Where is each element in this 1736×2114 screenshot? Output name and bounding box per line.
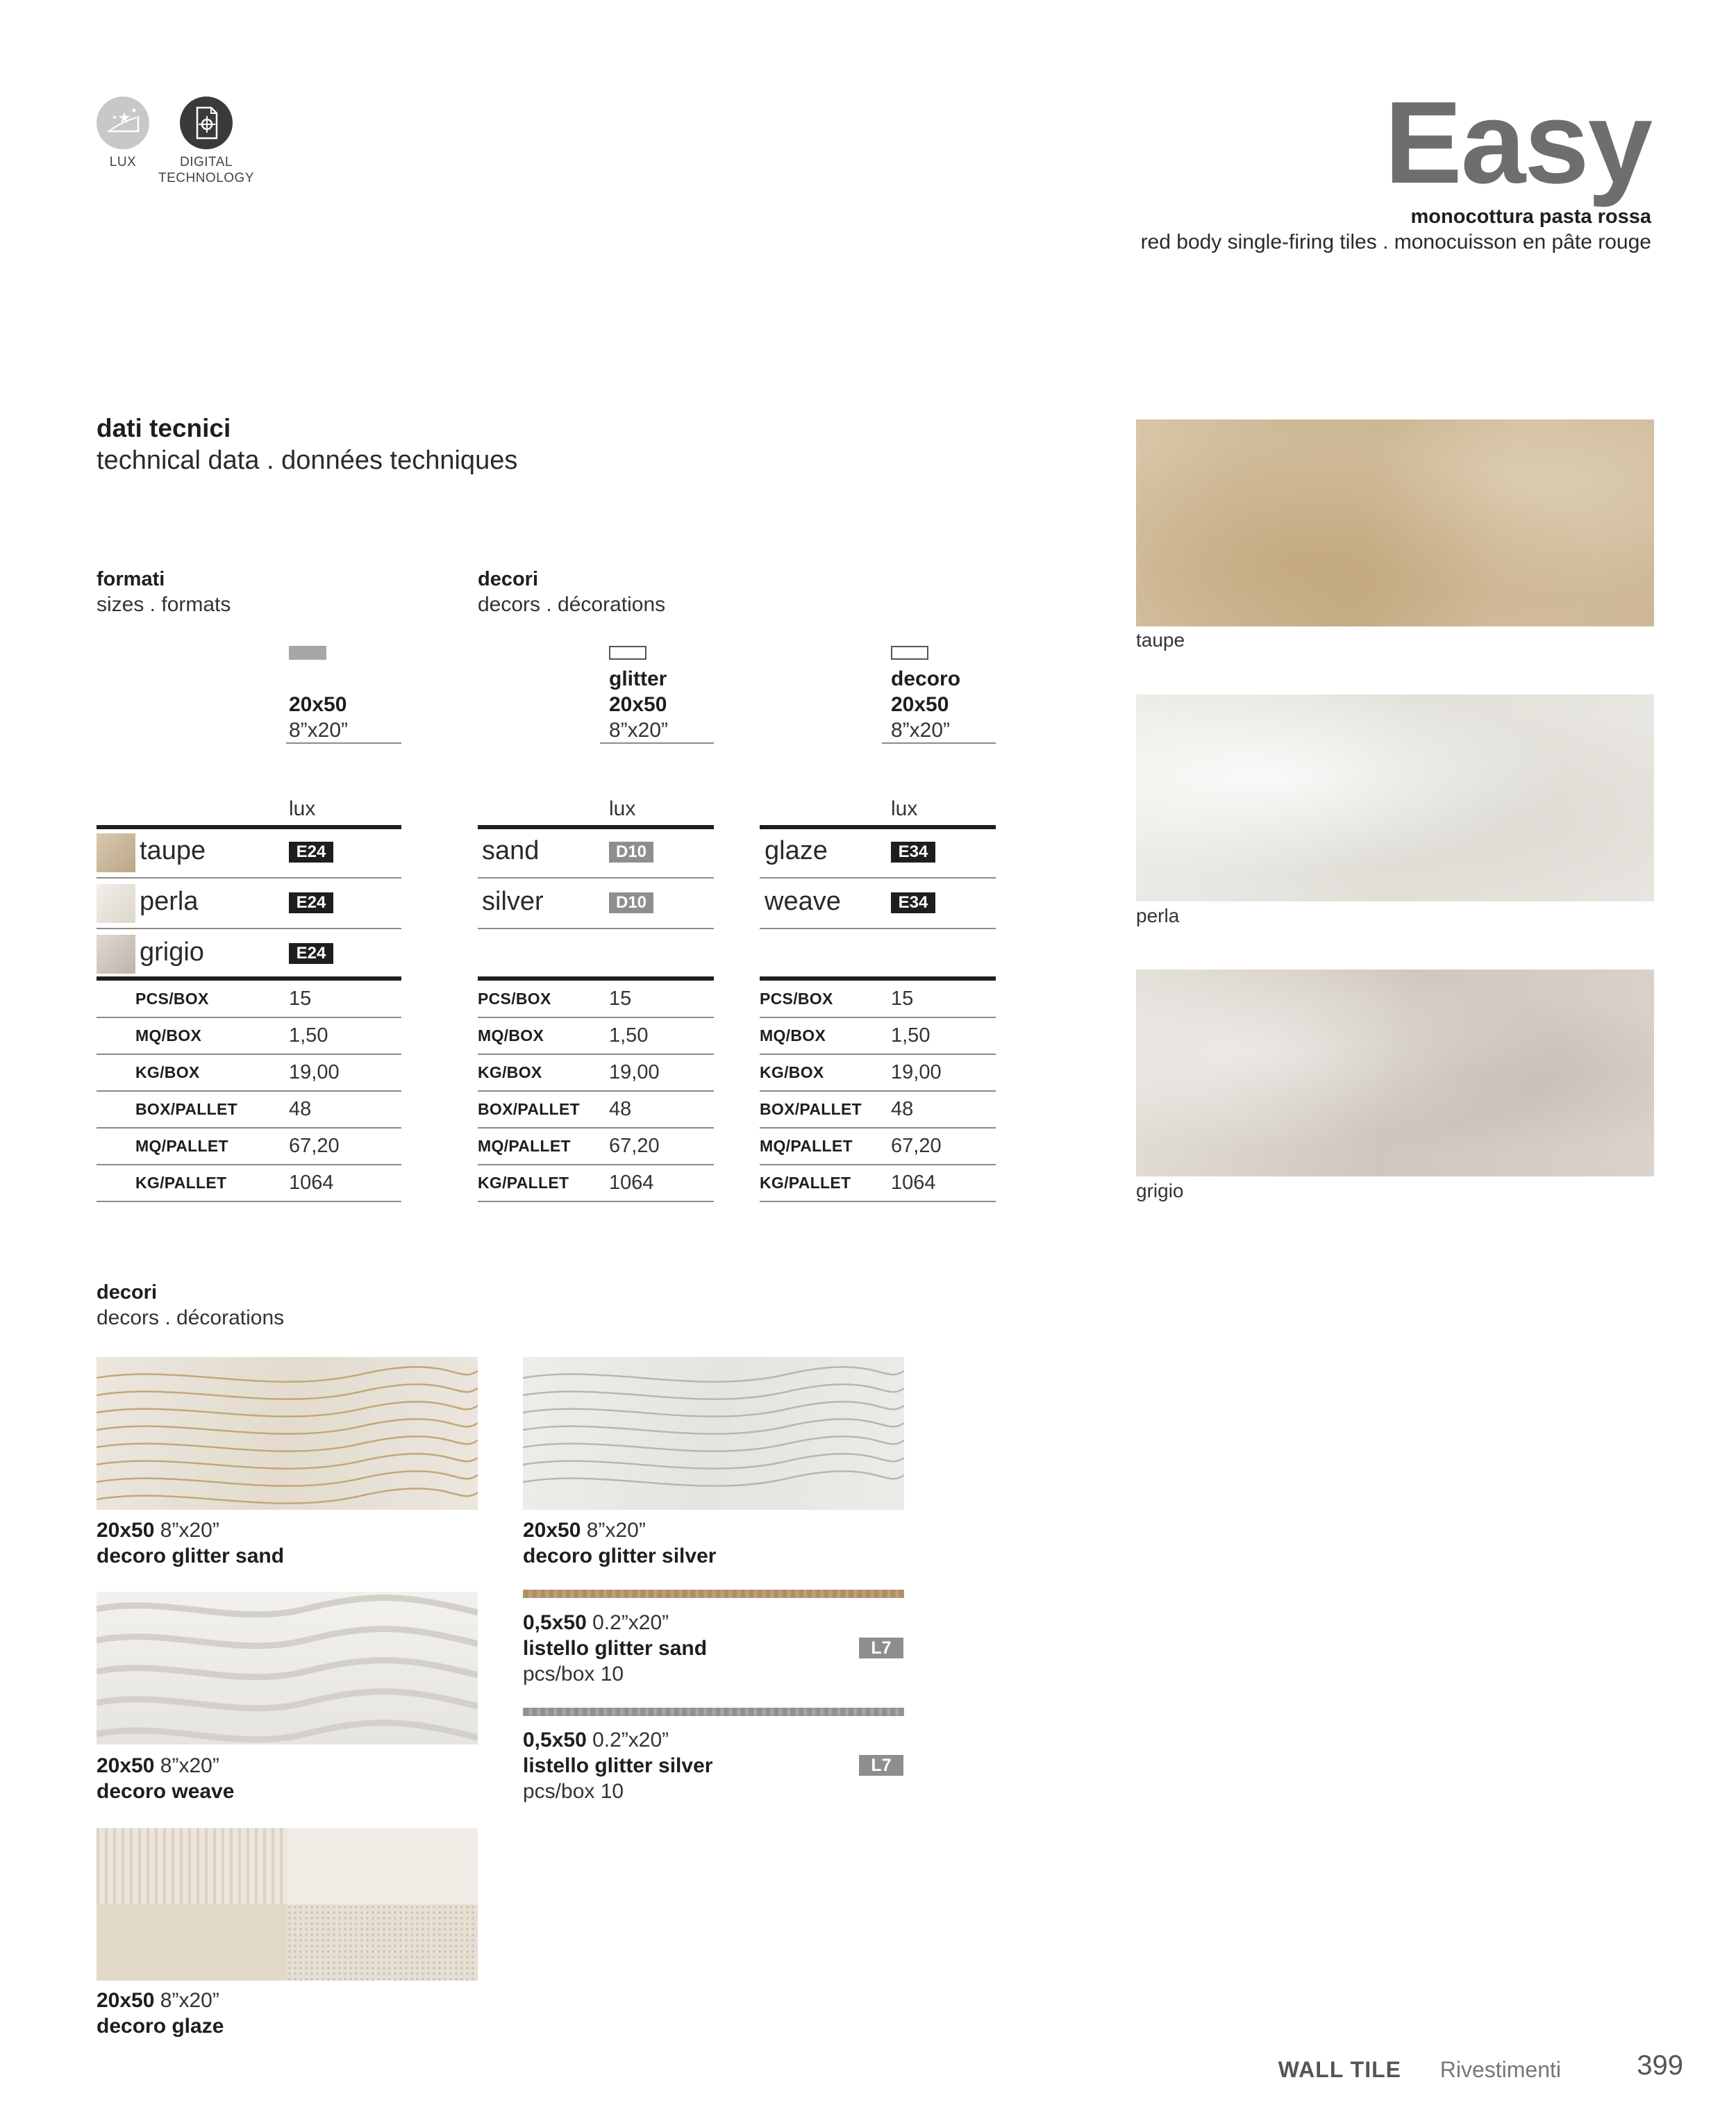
rule bbox=[97, 877, 401, 879]
rule bbox=[478, 877, 714, 879]
rule bbox=[478, 1127, 714, 1129]
packaging-label: MQ/PALLET bbox=[478, 1137, 571, 1155]
rule bbox=[760, 928, 996, 929]
formats-subtitle: sizes . formats bbox=[97, 593, 231, 616]
color-name: grigio bbox=[140, 938, 204, 967]
glitter-swatch-bar bbox=[609, 646, 646, 660]
glitter-size-header: glitter 20x50 8”x20” bbox=[609, 667, 669, 742]
packaging-value: 1064 bbox=[289, 1172, 334, 1194]
rule bbox=[478, 1017, 714, 1018]
rule bbox=[882, 742, 996, 744]
packaging-value: 67,20 bbox=[289, 1135, 340, 1157]
code-badge: L7 bbox=[859, 1755, 903, 1776]
finish-label: lux bbox=[891, 797, 918, 820]
code-badge: E24 bbox=[289, 842, 333, 863]
rule bbox=[760, 1054, 996, 1055]
packaging-label: KG/PALLET bbox=[135, 1174, 227, 1192]
code-badge: D10 bbox=[609, 892, 653, 913]
listello-sand-image bbox=[523, 1590, 904, 1598]
brand-title: Easy bbox=[1384, 77, 1651, 208]
color-thumb-taupe bbox=[97, 833, 135, 872]
rule bbox=[97, 1164, 401, 1165]
color-thumb-grigio bbox=[97, 935, 135, 974]
packaging-value: 19,00 bbox=[891, 1061, 942, 1083]
code-badge: E34 bbox=[891, 842, 935, 863]
packaging-value: 19,00 bbox=[289, 1061, 340, 1083]
rule bbox=[97, 1201, 401, 1202]
decori-table-title: decori bbox=[478, 568, 539, 590]
decor-name: glaze bbox=[765, 836, 828, 865]
packaging-label: MQ/BOX bbox=[760, 1026, 826, 1044]
packaging-label: BOX/PALLET bbox=[478, 1100, 580, 1118]
rule bbox=[760, 877, 996, 879]
footer-category: WALL TILE bbox=[1278, 2057, 1401, 2082]
formats-title: formati bbox=[97, 568, 165, 590]
packaging-value: 19,00 bbox=[609, 1061, 660, 1083]
format-swatch-bar bbox=[289, 646, 326, 660]
decor-gallery-title: decori bbox=[97, 1281, 158, 1304]
code-badge: E24 bbox=[289, 892, 333, 913]
table-rule bbox=[478, 976, 714, 981]
rule bbox=[478, 928, 714, 929]
rule bbox=[600, 742, 714, 744]
packaging-label: PCS/BOX bbox=[478, 990, 551, 1008]
rule bbox=[478, 1054, 714, 1055]
footer-category-it: Rivestimenti bbox=[1439, 2057, 1561, 2082]
packaging-label: MQ/PALLET bbox=[135, 1137, 228, 1155]
rule bbox=[760, 1164, 996, 1165]
rule bbox=[760, 1127, 996, 1129]
rule bbox=[97, 1127, 401, 1129]
decoro-swatch-bar bbox=[891, 646, 928, 660]
packaging-label: KG/PALLET bbox=[478, 1174, 569, 1192]
lux-sparkle-icon bbox=[97, 97, 149, 149]
technical-data-subtitle: technical data . données techniques bbox=[97, 446, 518, 475]
table-rule bbox=[478, 825, 714, 829]
packaging-value: 15 bbox=[289, 988, 312, 1010]
digital-technology-icon bbox=[180, 97, 233, 149]
packaging-label: BOX/PALLET bbox=[760, 1100, 862, 1118]
packaging-label: KG/BOX bbox=[760, 1063, 824, 1081]
swatch-grigio bbox=[1136, 969, 1654, 1176]
finish-label: lux bbox=[289, 797, 316, 820]
rule bbox=[97, 1090, 401, 1092]
packaging-value: 48 bbox=[891, 1098, 914, 1120]
packaging-value: 48 bbox=[609, 1098, 632, 1120]
decor-name: sand bbox=[482, 836, 540, 865]
subtitle-en-fr: red body single-firing tiles . monocuisson en pâte rouge bbox=[1140, 231, 1651, 253]
rule bbox=[478, 1090, 714, 1092]
table-rule bbox=[760, 976, 996, 981]
decor-caption: 20x50 8”x20” decoro weave bbox=[97, 1754, 235, 1803]
table-rule bbox=[97, 825, 401, 829]
rule bbox=[97, 1054, 401, 1055]
listello-caption: 0,5x50 0.2”x20” listello glitter silver pcs/box 10 bbox=[523, 1729, 713, 1803]
rule bbox=[760, 1090, 996, 1092]
packaging-label: KG/BOX bbox=[478, 1063, 542, 1081]
rule bbox=[760, 1017, 996, 1018]
packaging-value: 1,50 bbox=[891, 1024, 930, 1047]
table-rule bbox=[760, 825, 996, 829]
decor-caption: 20x50 8”x20” decoro glitter silver bbox=[523, 1519, 717, 1567]
decor-weave-image bbox=[97, 1592, 478, 1745]
packaging-label: BOX/PALLET bbox=[135, 1100, 237, 1118]
decor-glitter-silver-image bbox=[523, 1357, 904, 1510]
packaging-value: 1064 bbox=[609, 1172, 654, 1194]
finish-label: lux bbox=[609, 797, 636, 820]
decor-name: weave bbox=[765, 887, 841, 916]
swatch-label: perla bbox=[1136, 905, 1180, 926]
packaging-label: KG/BOX bbox=[135, 1063, 200, 1081]
rule bbox=[478, 1164, 714, 1165]
decor-gallery-subtitle: decors . décorations bbox=[97, 1306, 285, 1329]
code-badge: D10 bbox=[609, 842, 653, 863]
packaging-value: 48 bbox=[289, 1098, 312, 1120]
swatch-label: taupe bbox=[1136, 629, 1185, 651]
packaging-label: MQ/PALLET bbox=[760, 1137, 853, 1155]
swatch-taupe bbox=[1136, 419, 1654, 626]
rule bbox=[760, 1201, 996, 1202]
decoro-size-header: decoro 20x50 8”x20” bbox=[891, 667, 961, 742]
packaging-label: MQ/BOX bbox=[135, 1026, 202, 1044]
packaging-value: 67,20 bbox=[891, 1135, 942, 1157]
packaging-value: 1064 bbox=[891, 1172, 936, 1194]
decor-glaze-image bbox=[97, 1828, 478, 1981]
code-badge: E34 bbox=[891, 892, 935, 913]
color-thumb-perla bbox=[97, 884, 135, 923]
subtitle-italian: monocottura pasta rossa bbox=[1410, 206, 1651, 228]
page-number: 399 bbox=[1637, 2050, 1683, 2081]
color-name: taupe bbox=[140, 836, 206, 865]
decor-name: silver bbox=[482, 887, 544, 916]
decori-table-subtitle: decors . décorations bbox=[478, 593, 666, 616]
listello-caption: 0,5x50 0.2”x20” listello glitter sand pcs/box 10 bbox=[523, 1611, 708, 1686]
code-badge: E24 bbox=[289, 943, 333, 964]
format-size-header: 20x50 8”x20” bbox=[289, 693, 349, 742]
table-rule bbox=[97, 976, 401, 981]
technical-data-title: dati tecnici bbox=[97, 414, 231, 442]
decor-caption: 20x50 8”x20” decoro glitter sand bbox=[97, 1519, 285, 1567]
color-name: perla bbox=[140, 887, 199, 916]
packaging-label: MQ/BOX bbox=[478, 1026, 544, 1044]
swatch-label: grigio bbox=[1136, 1180, 1184, 1201]
lux-icon-label: LUX bbox=[109, 155, 137, 169]
swatch-perla bbox=[1136, 694, 1654, 901]
decor-caption: 20x50 8”x20” decoro glaze bbox=[97, 1989, 224, 2038]
rule bbox=[97, 928, 401, 929]
packaging-label: PCS/BOX bbox=[135, 990, 209, 1008]
rule bbox=[286, 742, 401, 744]
packaging-label: KG/PALLET bbox=[760, 1174, 851, 1192]
packaging-value: 15 bbox=[891, 988, 914, 1010]
packaging-value: 67,20 bbox=[609, 1135, 660, 1157]
code-badge: L7 bbox=[859, 1638, 903, 1658]
packaging-value: 15 bbox=[609, 988, 632, 1010]
rule bbox=[97, 1017, 401, 1018]
decor-glitter-sand-image bbox=[97, 1357, 478, 1510]
digital-technology-label: DIGITAL TECHNOLOGY bbox=[158, 155, 255, 185]
packaging-value: 1,50 bbox=[289, 1024, 328, 1047]
listello-silver-image bbox=[523, 1708, 904, 1716]
rule bbox=[478, 1201, 714, 1202]
packaging-value: 1,50 bbox=[609, 1024, 649, 1047]
packaging-label: PCS/BOX bbox=[760, 990, 833, 1008]
